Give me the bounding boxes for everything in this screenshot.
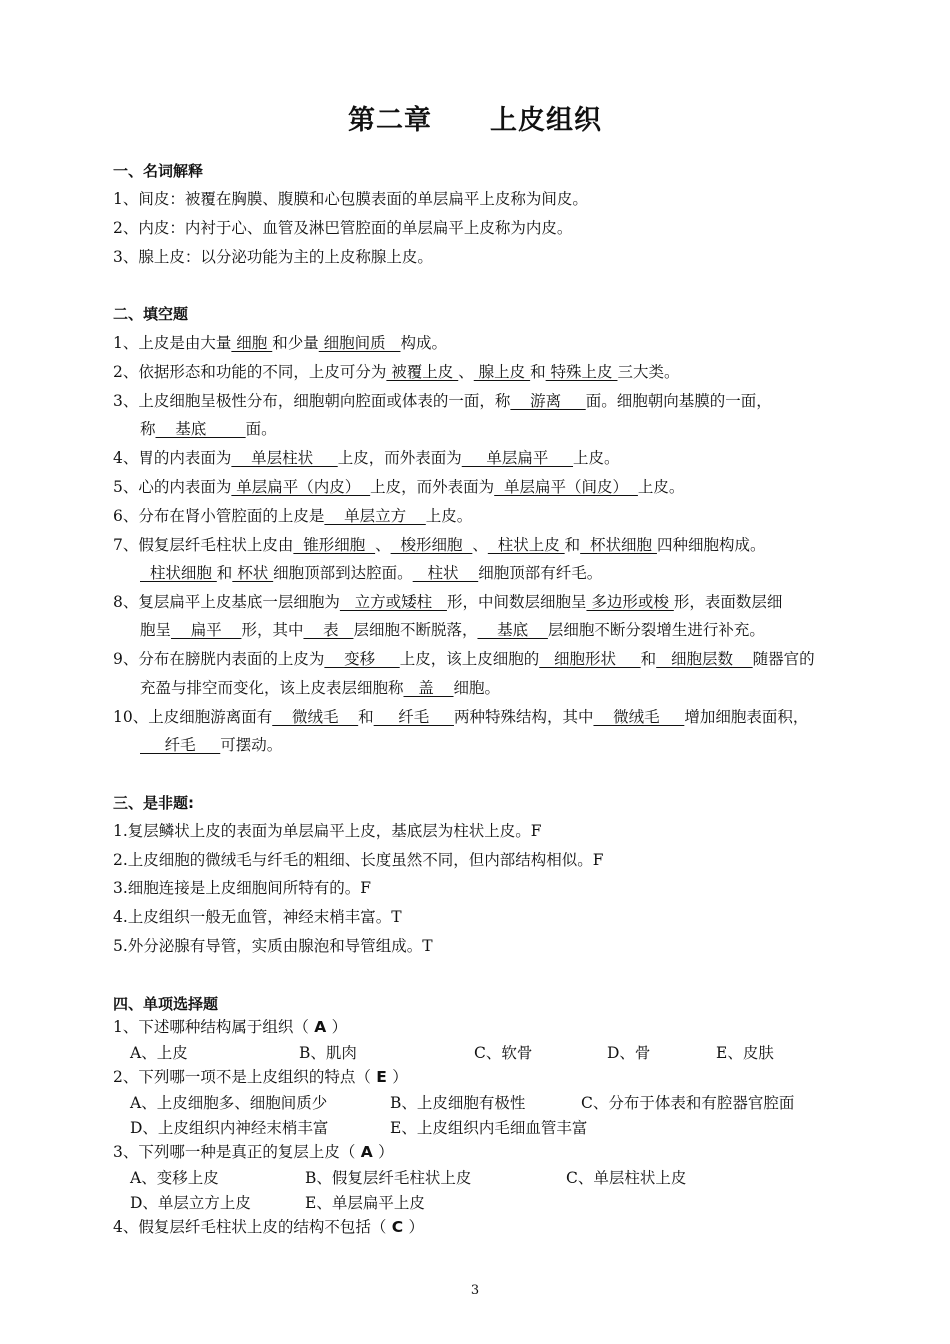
- choice-option: A、上皮: [130, 1044, 188, 1062]
- correct-answer: E: [370, 1068, 393, 1086]
- answer-blank: 柱状细胞: [140, 564, 217, 582]
- fill-question-8: 8、复层扁平上皮基底一层细胞为 立方或矮柱 形，中间数层细胞呈 多边形或梭 形，表面数层细: [113, 593, 783, 611]
- fill-question-3-cont: 称 基底 面。: [140, 420, 277, 438]
- fill-question-9: 9、分布在膀胱内表面的上皮为 变移 上皮，该上皮细胞的 细胞形状 和 细胞层数 随器官的: [113, 650, 815, 668]
- answer-blank: 单层立方: [324, 507, 426, 525]
- answer-blank: 微绒毛: [272, 708, 359, 726]
- definition-item: 3、腺上皮：以分泌功能为主的上皮称腺上皮。: [113, 248, 433, 266]
- fill-question-7: 7、假复层纤毛柱状上皮由 锥形细胞 、 梭形细胞 、 柱状上皮 和 杯状细胞 四种细胞构成。: [113, 536, 766, 554]
- correct-answer: C: [386, 1218, 409, 1236]
- chapter-name: 上皮组织: [490, 105, 602, 136]
- answer-blank: 基底: [477, 621, 548, 639]
- fill-question-10: 10、上皮细胞游离面有 微绒毛 和 纤毛 两种特殊结构，其中 微绒毛 增加细胞表面积，: [113, 708, 809, 726]
- fill-question-7-cont: 柱状细胞 和 杯状 细胞顶部到达腔面。 柱状 细胞顶部有纤毛。: [140, 564, 603, 582]
- answer-blank: 扁平: [171, 621, 242, 639]
- answer-blank: 盖: [403, 679, 454, 697]
- answer-blank: 被覆上皮: [386, 363, 459, 381]
- section-heading-multiple-choice: 四、单项选择题: [113, 995, 219, 1013]
- answer-blank: 单层扁平（内皮）: [231, 478, 371, 496]
- answer-blank: 立方或矮柱: [339, 593, 447, 611]
- answer-blank: 单层扁平: [461, 449, 574, 467]
- answer-blank: 细胞间质: [318, 334, 401, 352]
- section-heading-true-false: 三、是非题:: [113, 794, 194, 812]
- answer-blank: 游离: [510, 392, 586, 410]
- definition-item: 2、内皮：内衬于心、血管及淋巴管腔面的单层扁平上皮称为内皮。: [113, 219, 573, 237]
- answer-blank: 梭形细胞: [390, 536, 473, 554]
- choice-option: D、上皮组织内神经末梢丰富: [130, 1119, 329, 1137]
- answer-blank: 锥形细胞: [293, 536, 376, 554]
- choice-option: B、肌肉: [299, 1044, 357, 1062]
- fill-question-4: 4、胃的内表面为 单层柱状 上皮，而外表面为 单层扁平 上皮。: [113, 449, 620, 467]
- section-heading-definitions: 一、名词解释: [113, 162, 204, 180]
- true-false-item: 1.复层鳞状上皮的表面为单层扁平上皮，基底层为柱状上皮。F: [113, 822, 542, 840]
- answer-blank: 纤毛: [373, 708, 454, 726]
- true-false-item: 5.外分泌腺有导管，实质由腺泡和导管组成。T: [113, 937, 433, 955]
- fill-question-6: 6、分布在肾小管腔面的上皮是 单层立方 上皮。: [113, 507, 473, 525]
- fill-question-10-cont: 纤毛 可摆动。: [140, 736, 283, 754]
- true-false-item: 4.上皮组织一般无血管，神经末梢丰富。T: [113, 908, 402, 926]
- answer-blank: 特殊上皮: [545, 363, 618, 381]
- fill-question-8-cont: 胞呈 扁平 形，其中 表 层细胞不断脱落， 基底 层细胞不断分裂增生进行补充。: [140, 621, 765, 639]
- answer-blank: 细胞层数: [656, 650, 753, 668]
- answer-blank: 基底: [155, 420, 246, 438]
- answer-blank: 杯状: [232, 564, 274, 582]
- choice-question-2: 2、下列哪一项不是上皮组织的特点（ E ）: [113, 1068, 408, 1086]
- answer-blank: 表: [303, 621, 354, 639]
- definition-item: 1、间皮：被覆在胸膜、腹膜和心包膜表面的单层扁平上皮称为间皮。: [113, 190, 588, 208]
- answer-blank: 细胞形状: [539, 650, 641, 668]
- choice-option: E、上皮组织内毛细血管丰富: [390, 1119, 588, 1137]
- choice-option: C、单层柱状上皮: [566, 1169, 687, 1187]
- choice-option: A、上皮细胞多、细胞间质少: [130, 1094, 328, 1112]
- answer-blank: 单层扁平（间皮）: [494, 478, 638, 496]
- answer-blank: 单层柱状: [231, 449, 338, 467]
- choice-option: D、单层立方上皮: [130, 1194, 251, 1212]
- answer-blank: 多边形或梭: [586, 593, 674, 611]
- section-heading-fill-blank: 二、填空题: [113, 305, 189, 323]
- answer-blank: 细胞: [231, 334, 273, 352]
- fill-question-1: 1、上皮是由大量 细胞 和少量 细胞间质 构成。: [113, 334, 447, 352]
- choice-option: B、上皮细胞有极性: [390, 1094, 526, 1112]
- choice-option: E、单层扁平上皮: [305, 1194, 425, 1212]
- choice-option: B、假复层纤毛柱状上皮: [305, 1169, 472, 1187]
- true-false-item: 3.细胞连接是上皮细胞间所特有的。F: [113, 879, 372, 897]
- fill-question-3: 3、上皮细胞呈极性分布，细胞朝向腔面或体表的一面，称 游离 面。细胞朝向基膜的一面，: [113, 392, 772, 410]
- chapter-title: [0, 98, 950, 137]
- choice-option: C、软骨: [474, 1044, 533, 1062]
- answer-blank: 柱状上皮: [487, 536, 565, 554]
- choice-question-1: 1、下述哪种结构属于组织（ A ）: [113, 1018, 348, 1036]
- answer-blank: 腺上皮: [473, 363, 531, 381]
- answer-blank: 变移: [324, 650, 400, 668]
- choice-option: D、骨: [607, 1044, 651, 1062]
- true-false-item: 2.上皮细胞的微绒毛与纤毛的粗细、长度虽然不同，但内部结构相似。F: [113, 851, 604, 869]
- answer-blank: 杯状细胞: [580, 536, 657, 554]
- choice-option: A、变移上皮: [130, 1169, 219, 1187]
- correct-answer: A: [308, 1018, 332, 1036]
- chapter-number: 第二章: [348, 105, 432, 136]
- answer-blank: 微绒毛: [593, 708, 685, 726]
- choice-option: C、分布于体表和有腔器官腔面: [581, 1094, 795, 1112]
- page-number: 3: [470, 1283, 480, 1298]
- choice-question-4: 4、假复层纤毛柱状上皮的结构不包括（ C ）: [113, 1218, 425, 1236]
- fill-question-9-cont: 充盈与排空而变化，该上皮表层细胞称 盖 细胞。: [140, 679, 501, 697]
- fill-question-5: 5、心的内表面为 单层扁平（内皮） 上皮，而外表面为 单层扁平（间皮） 上皮。: [113, 478, 685, 496]
- choice-question-3: 3、下列哪一种是真正的复层上皮（ A ）: [113, 1143, 394, 1161]
- answer-blank: 纤毛: [140, 736, 221, 754]
- fill-question-2: 2、依据形态和功能的不同，上皮可分为 被覆上皮 、 腺上皮 和 特殊上皮 三大类。: [113, 363, 680, 381]
- choice-option: E、皮肤: [716, 1044, 774, 1062]
- answer-blank: 柱状: [412, 564, 479, 582]
- correct-answer: A: [355, 1143, 379, 1161]
